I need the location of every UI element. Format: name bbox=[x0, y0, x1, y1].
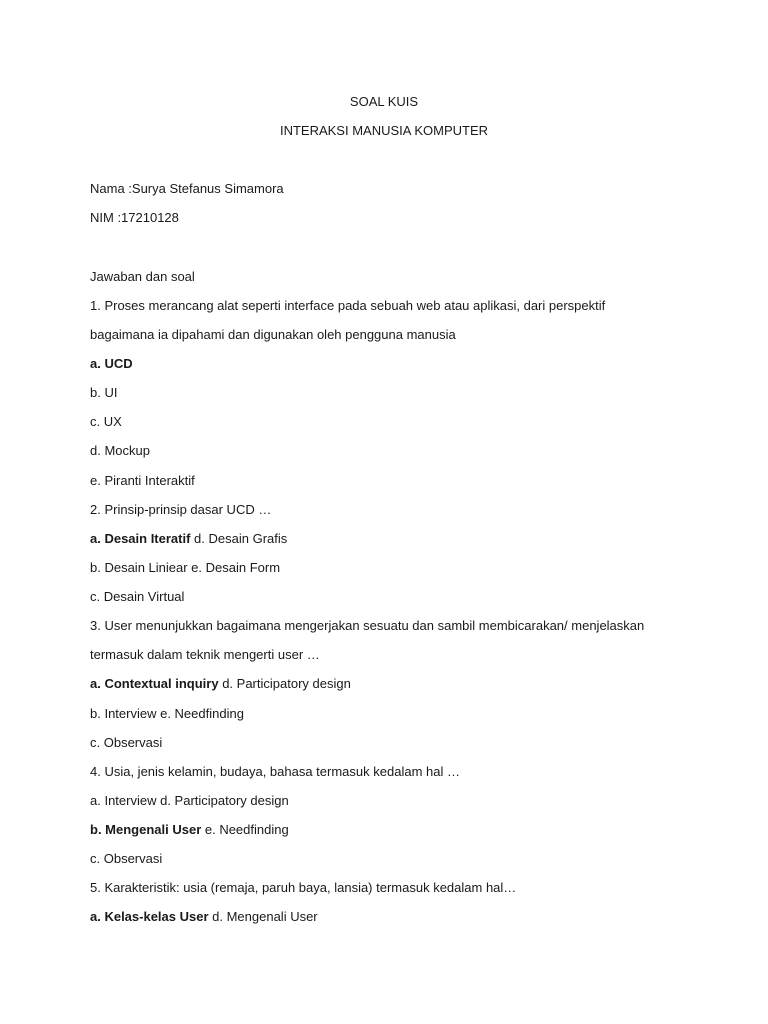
question-1-option-c: c. UX bbox=[90, 414, 122, 429]
answer-bold: a. Desain Iteratif bbox=[90, 531, 191, 546]
student-nim: NIM :17210128 bbox=[90, 210, 179, 225]
question-2-row-3: c. Desain Virtual bbox=[90, 589, 185, 604]
question-5-row-1 bbox=[90, 909, 318, 925]
question-3-row-2: b. Interview e. Needfinding bbox=[90, 706, 244, 721]
option-text: e. Needfinding bbox=[201, 822, 289, 837]
question-1-text: 1. Proses merancang alat seperti interface pada sebuah web atau aplikasi, dari perspektif bbox=[90, 298, 606, 313]
document-subtitle: INTERAKSI MANUSIA KOMPUTER bbox=[279, 123, 489, 138]
question-4-text: 4. Usia, jenis kelamin, budaya, bahasa termasuk kedalam hal … bbox=[90, 764, 460, 779]
question-3-text-cont: termasuk dalam teknik mengerti user … bbox=[90, 647, 320, 662]
question-5-text: 5. Karakteristik: usia (remaja, paruh baya, lansia) termasuk kedalam hal… bbox=[90, 880, 517, 895]
answer-bold: a. UCD bbox=[90, 356, 133, 371]
question-1-option-b: b. UI bbox=[90, 385, 118, 400]
question-3-text: 3. User menunjukkan bagaimana mengerjakan sesuatu dan sambil membicarakan/ menjelaskan bbox=[90, 618, 645, 633]
option-text: d. Desain Grafis bbox=[190, 531, 288, 546]
question-4-row-3: c. Observasi bbox=[90, 851, 163, 866]
question-2-row-2: b. Desain Liniear e. Desain Form bbox=[90, 560, 281, 575]
answer-bold: a. Kelas-kelas User bbox=[90, 909, 209, 924]
document-title: SOAL KUIS bbox=[349, 94, 419, 109]
answer-bold: a. Contextual inquiry bbox=[90, 676, 219, 691]
option-text: d. Mengenali User bbox=[208, 909, 318, 924]
question-3-row-3: c. Observasi bbox=[90, 735, 163, 750]
student-name: Nama :Surya Stefanus Simamora bbox=[90, 181, 284, 196]
question-4-row-2 bbox=[90, 822, 289, 838]
question-1-option-d: d. Mockup bbox=[90, 443, 150, 458]
question-2-text: 2. Prinsip-prinsip dasar UCD … bbox=[90, 502, 272, 517]
question-1-answer bbox=[90, 356, 133, 372]
question-1-option-e: e. Piranti Interaktif bbox=[90, 473, 195, 488]
question-3-row-1 bbox=[90, 676, 351, 692]
question-2-row-1 bbox=[90, 531, 287, 547]
option-text: d. Participatory design bbox=[218, 676, 351, 691]
answer-bold: b. Mengenali User bbox=[90, 822, 202, 837]
question-1-text-cont: bagaimana ia dipahami dan digunakan oleh pengguna manusia bbox=[90, 327, 456, 342]
section-title: Jawaban dan soal bbox=[90, 269, 195, 284]
question-4-row-1: a. Interview d. Participatory design bbox=[90, 793, 289, 808]
